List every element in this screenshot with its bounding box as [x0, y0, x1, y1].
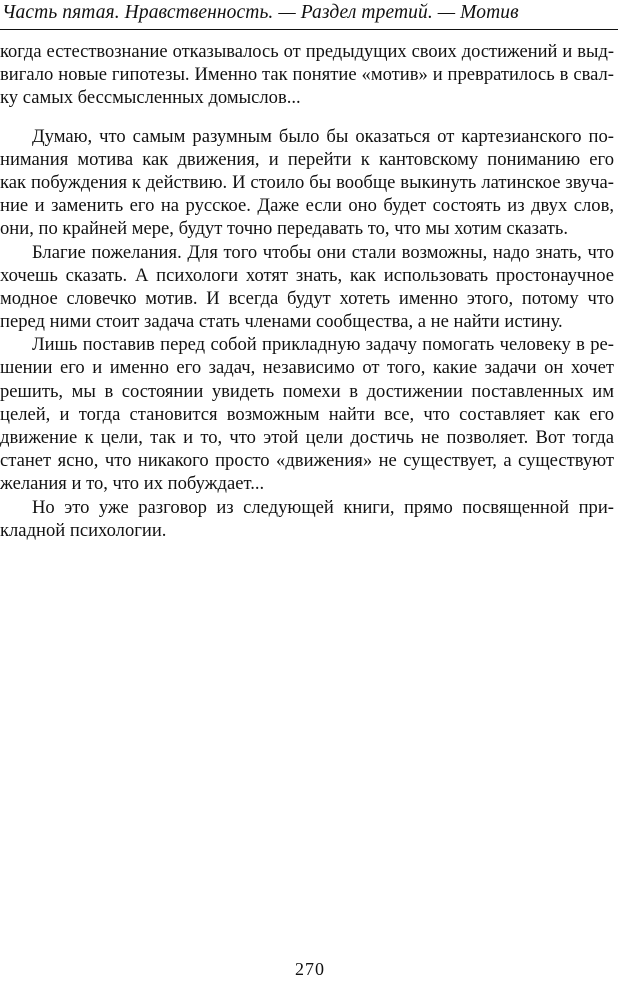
text-line: вигало новые гипотезы. Именно так понятие «мотив» и превратилось в свал-: [0, 64, 614, 86]
text-line: решить, мы в состоянии увидеть помехи в достижении поставленных им: [0, 380, 614, 402]
text-line: Лишь поставив перед собой прикладную задачу помогать человеку в ре-: [32, 334, 614, 356]
text-line: как побуждения к действию. И стоило бы вообще выкинуть латинское звуча-: [0, 171, 614, 193]
page-number: 270: [295, 959, 325, 979]
paragraph: [0, 125, 614, 241]
text-line: когда естествознание отказывалось от предыдущих своих достижений и выд-: [0, 41, 614, 61]
running-head: Часть пятая. Нравственность. — Раздел третий. — Мотив: [2, 2, 519, 23]
text-line: ку самых бессмысленных домыслов...: [0, 87, 301, 109]
text-line: движение к цели, так и то, что этой цели достичь не позволяет. Вот тогда: [0, 427, 614, 448]
page-body: [0, 40, 614, 542]
paragraph: [0, 496, 614, 542]
text-line: ние и заменить его на русское. Даже если оно будет состоять из двух слов,: [0, 195, 614, 217]
header-rule: [0, 29, 618, 30]
text-line: они, по крайней мере, будут точно передавать то, что мы хотим сказать.: [0, 218, 569, 240]
text-line: шении его и именно его задач, независимо от того, какие задачи он хочет: [0, 357, 614, 379]
paragraph: [0, 241, 614, 334]
text-line: Но это уже разговор из следующей книги, прямо посвященной при-: [32, 496, 614, 518]
text-line: модное словечко мотив. И всегда будут хотеть именно этого, потому что: [0, 287, 614, 309]
paragraph: [0, 40, 614, 110]
text-line: Благие пожелания. Для того чтобы они стали возможны, надо знать, что: [32, 241, 614, 263]
paragraph-gap: [0, 110, 614, 125]
text-line: нимания мотива как движения, и перейти к кантовскому пониманию его: [0, 148, 614, 170]
text-line: кладной психологии.: [0, 519, 167, 541]
text-line: станет ясно, что никакого просто «движения» не существует, а существуют: [0, 450, 614, 472]
text-line: целей, и тогда становится возможным найти все, что составляет как его: [0, 403, 614, 425]
text-line: Думаю, что самым разумным было бы оказаться от картезианского по-: [32, 125, 614, 147]
text-line: перед ними стоит задача стать членами сообщества, а не найти истину.: [0, 311, 563, 333]
text-line: желания и то, что их побуждает...: [0, 473, 265, 495]
paragraph: [0, 333, 614, 495]
text-line: хочешь сказать. А психологи хотят знать, как использовать простонаучное: [0, 264, 614, 286]
